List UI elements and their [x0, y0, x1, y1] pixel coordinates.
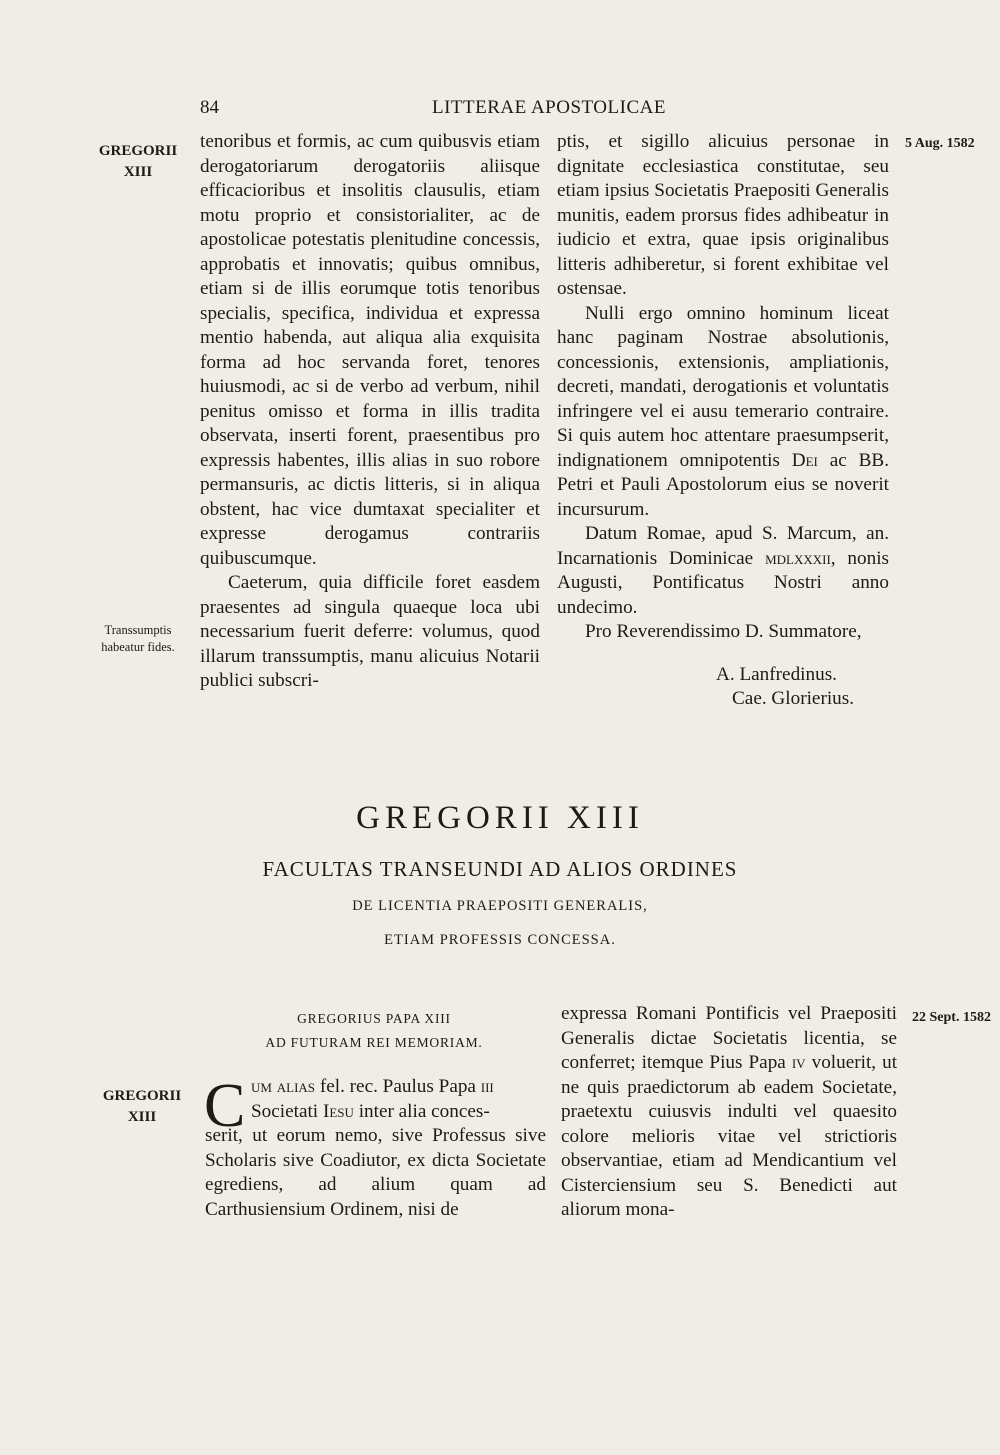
margin-note-transsumptis: Transsumptis habeatur fides. [101, 623, 175, 654]
papa-number: iii [480, 1076, 494, 1097]
pro-line: Pro Reverendissimo D. Summatore, [585, 621, 862, 642]
margin-date-sept: 22 Sept. 1582 [912, 1010, 991, 1025]
drop-cap: C [204, 1072, 246, 1140]
iesu-word: Iesu [322, 1100, 354, 1122]
pius-number: iv [791, 1052, 806, 1073]
page-number: 84 [200, 97, 219, 118]
datum-para [557, 522, 889, 620]
bottom-right-before: expressa Romani Pontificis vel Praepositi Generalis dictae Societatis licentia, se conferret; itemque Pius Papa [561, 1003, 897, 1073]
section-subtitle-3: ETIAM PROFESSIS CONCESSA. [384, 932, 616, 948]
line1-rest: fel. rec. Paulus Papa [319, 1076, 476, 1097]
datum-year: mdlxxxii [765, 547, 831, 569]
bottom-left-line-1 [251, 1075, 546, 1100]
bottom-left-first-lines [251, 1075, 546, 1124]
bottom-right-para [561, 1002, 897, 1223]
address-line-2: AD FUTURAM REI MEMORIAM. [265, 1035, 483, 1050]
bottom-left-rest: serit, ut eorum nemo, sive Professus sive Scholaris sive Coadiutor, ex dicta Societate egrediens, ad alium quam ad Carthusiensium Ordinem, nisi de [205, 1125, 546, 1220]
top-right-para-1: ptis, et sigillo alicuius personae in dignitate ecclesiastica constitutae, seu etiam ipsius Societatis Praepositi Generalis munitis, eadem prorsus fides adhibeatur in iudicio et extra, quae ipsis originalibus litteris adhiberetur, si forent exhibitae vel ostensae. [557, 131, 889, 299]
alias-word: um alias [251, 1076, 316, 1097]
bottom-right-column [561, 1002, 897, 1223]
section-title: GREGORII XIII [356, 800, 644, 836]
margin-note-gregorii-bottom: GREGORII XIII [102, 1088, 182, 1125]
top-left-para-2: Caeterum, quia difficile foret easdem praesentes ad singula quaeque loca ubi necessarium fuerit deferre: volumus, quod illarum transsumptis, manu alicuius Notarii publici subscri- [200, 572, 540, 691]
top-right-column [557, 130, 889, 645]
para2-text-after: ac BB. Petri et Pauli Apostolorum eius se noverit incursurum. [557, 449, 889, 520]
bottom-right-after: voluerit, ut ne quis praedictorum ab eadem Societate, praetextu cuiusvis indulti vel quaesito colore melioris vitae vel strictioris observantiae, etiam ad Mendicantium vel Cisterciensium seu S. Benedicti aut aliorum mona- [561, 1052, 898, 1220]
top-left-para-1: tenoribus et formis, ac cum quibusvis etiam derogatoriarum derogatoriis aliisque efficacioribus et insolitis clausulis, etiam motu proprio et consistorialiter, ac de apostolicae potestatis plenitudine concessis, approbatis et innovatis; quibus omnibus, etiam si de illis eorumque totis tenoribus specialis, specifica, individua et expressa mentio habenda, aut aliqua alia exquisita forma ad hoc servanda foret, tenores huiusmodi, ac si de verbo ad verbum, nihil penitus omisso et forma in illis tradita observata, inserti forent, praesentibus pro expressis habentes, illis alias in suo robore permansuris, ac dictis litteris, si in aliqua obstent, hac vice dumtaxat specialiter et expresse derogamus contrariis quibuscumque. [200, 131, 540, 569]
line2-after: inter alia conces- [358, 1100, 490, 1122]
running-head [200, 97, 895, 127]
running-title: LITTERAE APOSTOLICAE [432, 97, 666, 118]
section-subtitle-2: DE LICENTIA PRAEPOSITI GENERALIS, [352, 898, 648, 914]
margin-date-aug: 5 Aug. 1582 [905, 136, 975, 151]
section-subtitle-1: FACULTAS TRANSEUNDI AD ALIOS ORDINES [262, 857, 738, 881]
signature-lanfredinus: A. Lanfredinus. [716, 664, 837, 685]
top-left-column [200, 130, 540, 694]
address-line-1: GREGORIUS PAPA XIII [297, 1011, 451, 1026]
para2-text-before: Nulli ergo omnino hominum liceat hanc paginam Nostrae absolutionis, concessionis, extensionis, ampliationis, decreti, mandati, derogationis et voluntatis infringere vel ei ausu temerario contraire. Si quis autem hoc attentare praesumpserit, indignationem omnipotentis [557, 302, 889, 471]
bottom-left-column [205, 1124, 546, 1222]
top-right-para-2 [557, 302, 889, 523]
margin-note-gregorii-top: GREGORII XIII [98, 143, 178, 180]
line2-before: Societati [251, 1100, 319, 1122]
datum-text-after: , nonis Augusti, Pontificatus Nostri anno undecimo. [557, 547, 890, 618]
signature-glorierius: Cae. Glorierius. [732, 688, 855, 709]
datum-text-before: Datum Romae, apud S. Marcum, an. Incarnationis Dominicae [557, 523, 889, 569]
dei-word: Dei [791, 449, 818, 471]
bottom-left-line-2 [251, 1100, 546, 1125]
